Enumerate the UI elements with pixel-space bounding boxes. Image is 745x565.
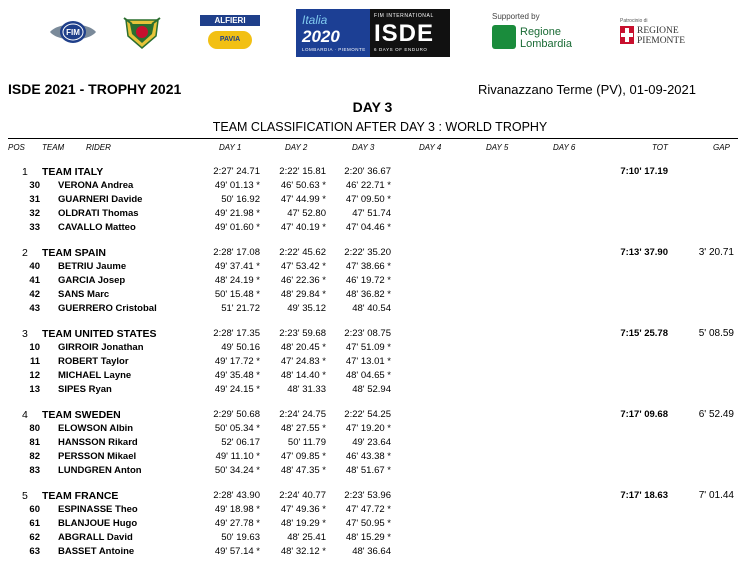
event-title: ISDE 2021 - TROPHY 2021 (8, 81, 182, 97)
rider-row (0, 275, 745, 289)
rider-day2-time: 48' 31.33 (287, 384, 326, 395)
team-day3-time: 2:22' 54.25 (344, 409, 391, 420)
rider-day3-time: 48' 52.94 (352, 384, 391, 395)
rider-row (0, 194, 745, 208)
rider-day2-time: 48' 25.41 (287, 532, 326, 543)
col-header-team: TEAM (42, 143, 65, 152)
rider-row (0, 342, 745, 356)
rider-number: 12 (29, 370, 40, 381)
rider-day1-time: 49' 17.72 * (214, 356, 260, 367)
rider-day2-time: 48' 27.55 * (280, 423, 326, 434)
team-name: TEAM SPAIN (42, 247, 106, 259)
rider-day3-time: 49' 23.64 (352, 437, 391, 448)
rider-row (0, 180, 745, 194)
rider-day2-time: 47' 53.42 * (280, 261, 326, 272)
rider-number: 33 (29, 222, 40, 233)
team-row (0, 166, 745, 180)
lombardia-mark-icon (492, 25, 516, 49)
classification-subtitle: TEAM CLASSIFICATION AFTER DAY 3 : WORLD TROPHY (212, 120, 548, 134)
rider-number: 42 (29, 289, 40, 300)
team-day2-time: 2:22' 15.81 (279, 166, 326, 177)
team-position: 2 (22, 247, 28, 259)
rider-day3-time: 47' 51.09 * (345, 342, 391, 353)
location-date: Rivanazzano Terme (PV), 01-09-2021 (478, 82, 696, 97)
team-day2-time: 2:24' 40.77 (279, 490, 326, 501)
rider-day2-time: 47' 52.80 (287, 208, 326, 219)
banner-left-panel (296, 9, 370, 57)
banner-fim-text: FIM INTERNATIONAL (374, 13, 434, 19)
rider-number: 60 (29, 504, 40, 515)
rider-name: GUERRERO Cristobal (58, 303, 157, 314)
col-header-day3: DAY 3 (352, 143, 375, 152)
rider-day2-time: 47' 40.19 * (280, 222, 326, 233)
team-gap: 3' 20.71 (698, 247, 734, 258)
team-position: 5 (22, 490, 28, 502)
rider-name: BASSET Antoine (58, 546, 135, 557)
rider-day1-time: 49' 57.14 * (214, 546, 260, 557)
sponsor-logos (0, 0, 745, 70)
day-title: DAY 3 (352, 99, 393, 115)
banner-italia-text: Italia (302, 13, 328, 27)
rider-name: GIRROIR Jonathan (58, 342, 144, 353)
rider-day1-time: 50' 34.24 * (214, 465, 260, 476)
lombardia-name-line2: Lombardia (520, 38, 572, 50)
team-day1-time: 2:29' 50.68 (213, 409, 260, 420)
rider-day2-time: 48' 14.40 * (280, 370, 326, 381)
rider-day1-time: 49' 50.16 (221, 342, 260, 353)
rider-number: 31 (29, 194, 40, 205)
patrocinio-text: Patrocinio di (620, 18, 648, 24)
rider-day3-time: 47' 51.74 (352, 208, 391, 219)
lombardia-name-line1: Regione (520, 26, 561, 38)
team-name: TEAM ITALY (42, 166, 104, 178)
rider-row (0, 518, 745, 532)
rider-name: ESPINASSE Theo (58, 504, 138, 515)
rider-day2-time: 48' 20.45 * (280, 342, 326, 353)
rider-day1-time: 49' 11.10 * (215, 451, 260, 462)
rider-day1-time: 50' 05.34 * (214, 423, 260, 434)
team-total-time: 7:13' 37.90 (620, 247, 668, 258)
rider-row (0, 451, 745, 465)
rider-day3-time: 48' 15.29 * (345, 532, 391, 543)
rider-day2-time: 48' 47.35 * (280, 465, 326, 476)
rider-day1-time: 49' 37.41 * (214, 261, 260, 272)
alfieri-logo-text: ALFIERI (200, 15, 260, 26)
banner-year-text: 2020 (302, 27, 340, 46)
col-header-day1: DAY 1 (219, 143, 242, 152)
col-header-tot: TOT (652, 143, 668, 152)
col-header-day5: DAY 5 (486, 143, 509, 152)
isde-2020-banner (296, 9, 450, 57)
rider-number: 30 (29, 180, 40, 191)
team-row (0, 328, 745, 342)
fim-logo-icon (48, 18, 98, 46)
rider-day2-time: 50' 11.79 (287, 437, 326, 448)
rider-row (0, 546, 745, 560)
rider-day3-time: 46' 19.72 * (345, 275, 391, 286)
col-header-day6: DAY 6 (553, 143, 576, 152)
rider-name: SIPES Ryan (58, 384, 112, 395)
rider-day1-time: 52' 06.17 (221, 437, 260, 448)
rider-day1-time: 49' 24.15 * (214, 384, 260, 395)
rider-day2-time: 47' 44.99 * (280, 194, 326, 205)
rider-day3-time: 47' 19.20 * (345, 423, 391, 434)
rider-number: 10 (29, 342, 40, 353)
rider-day1-time: 50' 15.48 * (214, 289, 260, 300)
fmi-logo-icon (122, 14, 162, 50)
rider-name: GUARNERI Davide (58, 194, 143, 205)
team-gap: 6' 52.49 (698, 409, 734, 420)
rider-name: OLDRATI Thomas (58, 208, 139, 219)
rider-day3-time: 47' 09.50 * (345, 194, 391, 205)
rider-number: 43 (29, 303, 40, 314)
banner-days-text: 6 DAYS OF ENDURO (374, 47, 428, 52)
team-day1-time: 2:27' 24.71 (213, 166, 260, 177)
rider-day1-time: 49' 21.98 * (214, 208, 260, 219)
svg-text:FIM: FIM (66, 28, 80, 37)
regione-lombardia-logo (490, 12, 590, 52)
rider-day1-time: 51' 21.72 (221, 303, 260, 314)
rider-day2-time: 48' 19.29 * (280, 518, 326, 529)
alfieri-logo-subtext: PAVIA (208, 31, 252, 49)
rider-row (0, 222, 745, 236)
team-name: TEAM FRANCE (42, 490, 119, 502)
team-total-time: 7:10' 17.19 (620, 166, 668, 177)
rider-number: 13 (29, 384, 40, 395)
rider-number: 83 (29, 465, 40, 476)
team-position: 3 (22, 328, 28, 340)
rider-number: 32 (29, 208, 40, 219)
team-day1-time: 2:28' 43.90 (213, 490, 260, 501)
rider-day1-time: 48' 24.19 * (214, 275, 260, 286)
banner-right-panel (370, 9, 450, 57)
rider-day1-time: 49' 18.98 * (214, 504, 260, 515)
rider-day3-time: 47' 50.95 * (345, 518, 391, 529)
rider-day2-time: 48' 29.84 * (280, 289, 326, 300)
rider-number: 61 (29, 518, 40, 529)
rider-day1-time: 49' 35.48 * (214, 370, 260, 381)
rider-day2-time: 47' 49.36 * (280, 504, 326, 515)
team-day2-time: 2:22' 45.62 (279, 247, 326, 258)
rider-row (0, 208, 745, 222)
alfieri-logo (200, 15, 260, 51)
rider-day3-time: 47' 47.72 * (345, 504, 391, 515)
rider-day3-time: 48' 51.67 * (345, 465, 391, 476)
rider-day3-time: 47' 04.46 * (345, 222, 391, 233)
regione-piemonte-logo (620, 18, 690, 50)
rider-name: MICHAEL Layne (58, 370, 132, 381)
rider-day2-time: 49' 35.12 (287, 303, 326, 314)
rider-day2-time: 47' 09.85 * (280, 451, 326, 462)
col-header-day4: DAY 4 (419, 143, 442, 152)
team-day3-time: 2:23' 53.96 (344, 490, 391, 501)
rider-number: 81 (29, 437, 40, 448)
team-day2-time: 2:23' 59.68 (279, 328, 326, 339)
team-day2-time: 2:24' 24.75 (279, 409, 326, 420)
rider-day1-time: 49' 27.78 * (214, 518, 260, 529)
rider-number: 80 (29, 423, 40, 434)
header-divider (8, 138, 738, 139)
rider-day1-time: 50' 19.63 (221, 532, 260, 543)
rider-row (0, 289, 745, 303)
rider-row (0, 356, 745, 370)
rider-day3-time: 48' 40.54 (352, 303, 391, 314)
rider-number: 41 (29, 275, 40, 286)
rider-day1-time: 49' 01.13 * (214, 180, 260, 191)
rider-row (0, 261, 745, 275)
team-row (0, 409, 745, 423)
team-total-time: 7:15' 25.78 (620, 328, 668, 339)
rider-name: ABGRALL David (58, 532, 133, 543)
rider-day2-time: 46' 50.63 * (280, 180, 326, 191)
team-day3-time: 2:23' 08.75 (344, 328, 391, 339)
team-name: TEAM UNITED STATES (42, 328, 157, 340)
team-position: 4 (22, 409, 28, 421)
rider-name: HANSSON Rikard (58, 437, 138, 448)
piemonte-cross-icon (620, 26, 634, 44)
rider-name: LUNDGREN Anton (58, 465, 142, 476)
banner-isde-text: ISDE (374, 20, 435, 47)
team-day3-time: 2:22' 35.20 (344, 247, 391, 258)
piemonte-name-line1: REGIONE (637, 26, 679, 36)
rider-name: VERONA Andrea (58, 180, 134, 191)
team-row (0, 247, 745, 261)
rider-number: 40 (29, 261, 40, 272)
rider-row (0, 504, 745, 518)
rider-name: BETRIU Jaume (58, 261, 127, 272)
rider-day1-time: 50' 16.92 (221, 194, 260, 205)
rider-number: 82 (29, 451, 40, 462)
team-day1-time: 2:28' 17.35 (213, 328, 260, 339)
piemonte-name-line2: PIEMONTE (637, 36, 686, 46)
rider-row (0, 437, 745, 451)
team-day3-time: 2:20' 36.67 (344, 166, 391, 177)
rider-number: 62 (29, 532, 40, 543)
team-day1-time: 2:28' 17.08 (213, 247, 260, 258)
team-gap: 5' 08.59 (698, 328, 734, 339)
rider-day1-time: 49' 01.60 * (214, 222, 260, 233)
team-total-time: 7:17' 09.68 (620, 409, 668, 420)
team-position: 1 (22, 166, 28, 178)
rider-name: PERSSON Mikael (58, 451, 137, 462)
rider-number: 63 (29, 546, 40, 557)
rider-name: CAVALLO Matteo (58, 222, 136, 233)
rider-row (0, 370, 745, 384)
rider-name: ROBERT Taylor (58, 356, 129, 367)
rider-name: SANS Marc (58, 289, 110, 300)
rider-day3-time: 47' 13.01 * (345, 356, 391, 367)
banner-region-text: LOMBARDIA · PIEMONTE (302, 47, 366, 52)
rider-name: ELOWSON Albin (58, 423, 134, 434)
rider-number: 11 (29, 356, 40, 367)
rider-row (0, 384, 745, 398)
rider-name: GARCIA Josep (58, 275, 126, 286)
rider-row (0, 423, 745, 437)
supported-by-text: Supported by (492, 12, 540, 21)
team-total-time: 7:17' 18.63 (620, 490, 668, 501)
rider-row (0, 532, 745, 546)
team-row (0, 490, 745, 504)
col-header-pos: POS (8, 143, 25, 152)
rider-day3-time: 48' 36.64 (352, 546, 391, 557)
rider-day3-time: 48' 36.82 * (345, 289, 391, 300)
team-name: TEAM SWEDEN (42, 409, 121, 421)
col-header-day2: DAY 2 (285, 143, 308, 152)
rider-row (0, 465, 745, 479)
rider-day2-time: 48' 32.12 * (280, 546, 326, 557)
col-header-rider: RIDER (86, 143, 111, 152)
rider-day2-time: 46' 22.36 * (280, 275, 326, 286)
rider-day2-time: 47' 24.83 * (280, 356, 326, 367)
team-gap: 7' 01.44 (698, 490, 734, 501)
rider-row (0, 303, 745, 317)
rider-day3-time: 47' 38.66 * (345, 261, 391, 272)
rider-name: BLANJOUE Hugo (58, 518, 138, 529)
rider-day3-time: 46' 43.38 * (345, 451, 391, 462)
rider-day3-time: 48' 04.65 * (345, 370, 391, 381)
rider-day3-time: 46' 22.71 * (345, 180, 391, 191)
col-header-gap: GAP (713, 143, 730, 152)
